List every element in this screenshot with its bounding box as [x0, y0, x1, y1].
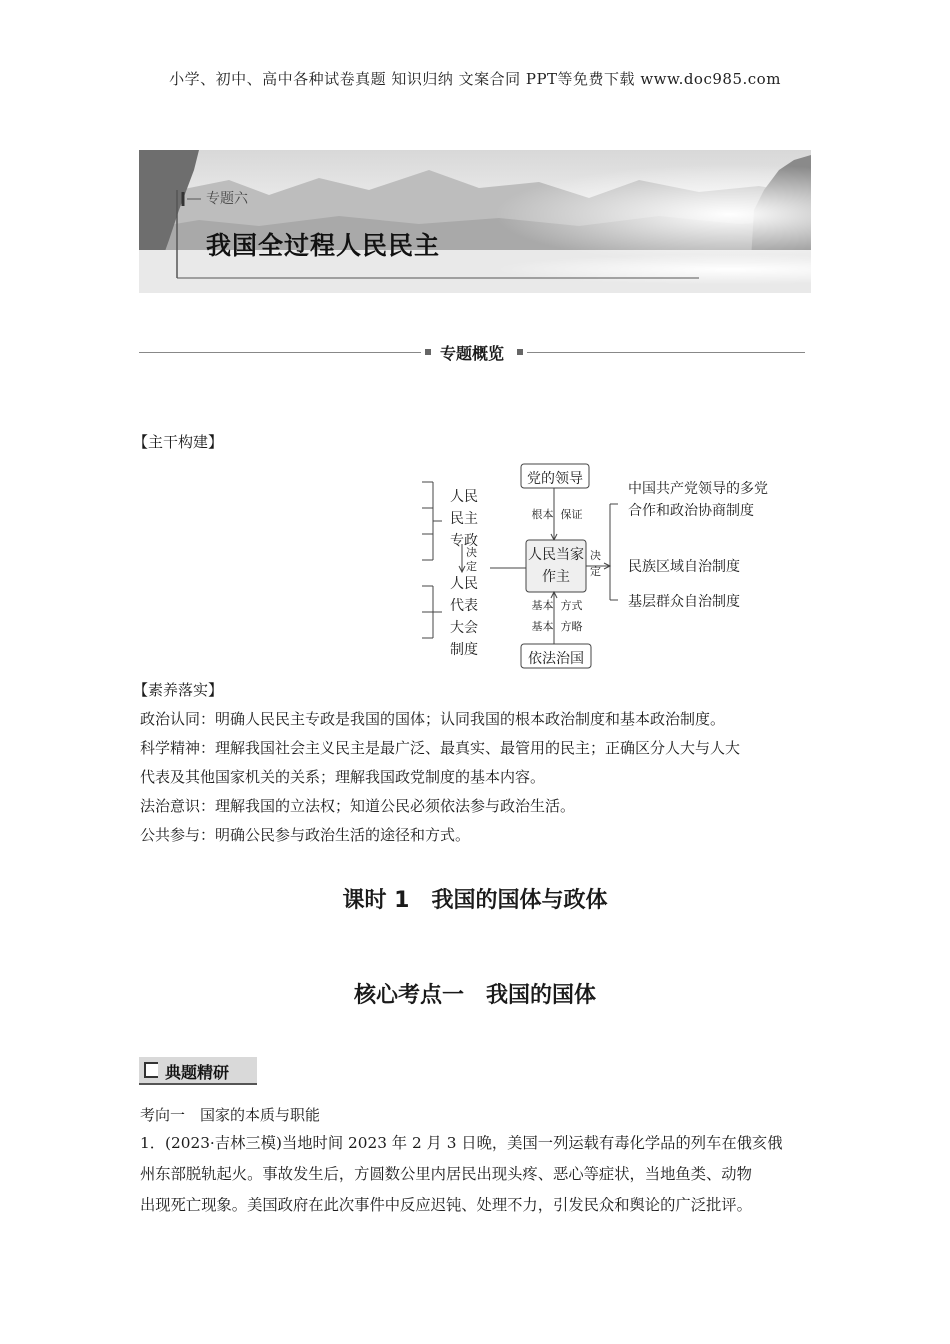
section-tag	[139, 1057, 257, 1085]
core-point-title: 核心考点一 我国的国体	[353, 983, 596, 1008]
literacy-line: 公共参与：明确公民参与政治生活的途径和方式。	[140, 826, 471, 844]
right-item: 中国共产党领导的多党合作和政治协商制度	[628, 481, 768, 519]
question-line: 出现死亡现象。美国政府在此次事件中反应迟钝、处理不力，引发民众和舆论的广泛批评。	[140, 1196, 752, 1214]
party-leadership-box: 党的领导	[527, 471, 583, 487]
law-link-label-b: 基本 方略	[531, 620, 583, 633]
question-line: 1．(2023·吉林三模)当地时间 2023 年 2 月 3 日晚，美国一列运载有毒化学品的列车在俄亥俄	[140, 1134, 783, 1152]
topic-banner	[139, 150, 811, 293]
bracket-icon	[144, 1062, 158, 1078]
landscape-image	[139, 150, 811, 293]
literacy-paragraph	[140, 705, 820, 850]
topic-title: 我国全过程人民民主	[206, 231, 441, 260]
literacy-line: 代表及其他国家机关的关系；理解我国政党制度的基本内容。	[140, 768, 546, 786]
lesson-title: 课时 1 我国的国体与政体	[342, 888, 608, 913]
literacy-heading: 【素养落实】	[133, 681, 224, 699]
party-link-label: 根本 保证	[531, 508, 583, 521]
question-line: 州东部脱轨起火。事故发生后，方圆数公里内居民出现头疼、恶心等症状，当地鱼类、动物	[140, 1165, 752, 1183]
right-link-label: 决定	[590, 549, 601, 578]
rule-of-law-box: 依法治国	[528, 651, 584, 667]
main-structure-heading: 【主干构建】	[133, 433, 224, 451]
section-tag-label: 典题精研	[165, 1063, 230, 1082]
right-item: 民族区域自治制度	[628, 559, 740, 575]
right-item: 基层群众自治制度	[628, 594, 740, 610]
overview-title: 专题概览	[439, 344, 504, 363]
middle-link-label: 决定	[466, 546, 477, 573]
law-link-label-a: 基本 方式	[531, 599, 583, 612]
center-box: 人民当家作主	[528, 547, 584, 585]
literacy-line: 法治意识：理解我国的立法权；知道公民必须依法参与政治生活。	[140, 797, 576, 815]
site-header: 小学、初中、高中各种试卷真题 知识归纳 文案合同 PPT等免费下载 www.doc985.com	[169, 70, 781, 88]
question-1	[140, 1128, 816, 1221]
middle-top-node: 人民民主专政	[450, 489, 478, 549]
overview-divider	[139, 338, 805, 368]
exam-direction: 考向一 国家的本质与职能	[140, 1106, 321, 1124]
literacy-line: 科学精神：理解我国社会主义民主是最广泛、最真实、最管用的民主；正确区分人大与人大	[140, 739, 741, 757]
topic-label: 专题六	[206, 191, 248, 207]
middle-bottom-node: 人民代表大会制度	[450, 576, 478, 658]
literacy-line: 政治认同：明确人民民主专政是我国的国体；认同我国的根本政治制度和基本政治制度。	[140, 710, 726, 728]
